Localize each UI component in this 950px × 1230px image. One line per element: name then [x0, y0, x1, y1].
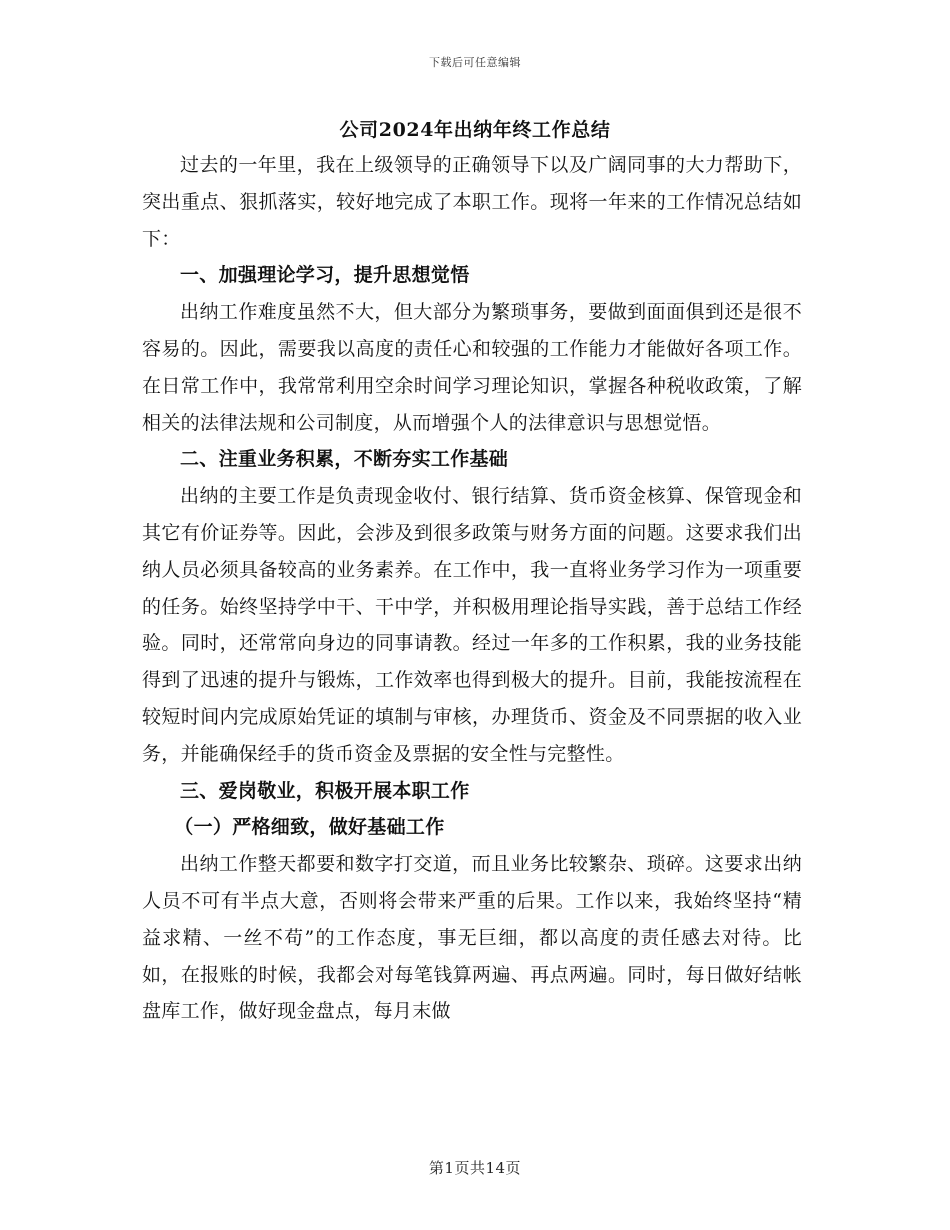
header-note: 下载后可任意编辑	[429, 56, 521, 69]
section-3-subsection-1-paragraph: 出纳工作整天都要和数字打交道，而且业务比较繁杂、琐碎。这要求出纳人员不可有半点大意，否则将会带来严重的后果。工作以来，我始终坚持“精益求精、一丝不苟”的工作态度，事无巨细，都以高度的责任感去对待。比如，在报账的时候，我都会对每笔钱算两遍、再点两遍。同时，每日做好结帐盘库工作，做好现金盘点，每月末做	[142, 853, 802, 1023]
document-body	[142, 147, 802, 1030]
document-title: 公司2024年出纳年终工作总结	[339, 119, 611, 141]
section-1-paragraph: 出纳工作难度虽然不大，但大部分为繁琐事务，要做到面面俱到还是很不容易的。因此，需要我以高度的责任心和较强的工作能力才能做好各项工作。在日常工作中，我常常利用空余时间学习理论知识，掌握各种税收政策，了解相关的法律法规和公司制度，从而增强个人的法律意识与思想觉悟。	[142, 301, 802, 434]
section-2-paragraph: 出纳的主要工作是负责现金收付、银行结算、货币资金核算、保管现金和其它有价证券等。因此，会涉及到很多政策与财务方面的问题。这要求我们出纳人员必须具备较高的业务素养。在工作中，我一直将业务学习作为一项重要的任务。始终坚持学中干、干中学，并积极用理论指导实践，善于总结工作经验。同时，还常常向身边的同事请教。经过一年多的工作积累，我的业务技能得到了迅速的提升与锻炼，工作效率也得到极大的提升。目前，我能按流程在较短时间内完成原始凭证的填制与审核，办理货币、资金及不同票据的收入业务，并能确保经手的货币资金及票据的安全性与完整性。	[142, 485, 802, 765]
section-1-heading: 一、加强理论学习，提升思想觉悟	[180, 264, 470, 287]
page-indicator: 第1页共14页	[428, 1159, 522, 1177]
intro-paragraph: 过去的一年里，我在上级领导的正确领导下以及广阔同事的大力帮助下，突出重点、狠抓落实，较好地完成了本职工作。现将一年来的工作情况总结如下：	[142, 154, 802, 250]
section-3-heading: 三、爱岗敬业，积极开展本职工作	[180, 779, 470, 802]
section-2-heading: 二、注重业务积累，不断夯实工作基础	[180, 448, 509, 471]
section-3-subsection-1-heading: （一）严格细致，做好基础工作	[174, 816, 445, 839]
